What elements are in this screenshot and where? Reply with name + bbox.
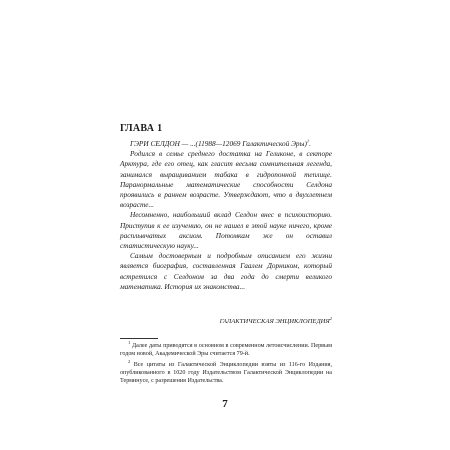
footnote bbox=[120, 358, 333, 386]
page-number: 7 bbox=[222, 398, 228, 410]
footnotes bbox=[120, 339, 333, 387]
footnote-mark: 1 bbox=[306, 138, 310, 144]
footnote-mark: 2 bbox=[128, 358, 131, 364]
footnote-text: Далее даты приводятся в основном в современном летоисчислении. Первым годом новой, Академической Эры считается 79-й. bbox=[120, 343, 332, 358]
epigraph-paragraph: Самым достоверным и подробным описанием его жизни является биография, составленная Гаалем Дорником, который встретился с Селдоном за два года до смерти великого математика. История их знакомства... bbox=[120, 251, 332, 291]
epigraph-paragraph: ГЭРИ СЕЛДОН — ...(11988—12069 Галактической Эры)$^1$. bbox=[130, 138, 311, 148]
footnote-mark: 1 bbox=[128, 339, 131, 345]
encyclopedia-epigraph bbox=[120, 139, 332, 292]
epigraph-source bbox=[120, 315, 332, 325]
epigraph-source-text: ГАЛАКТИЧЕСКАЯ ЭНЦИКЛОПЕДИЯ bbox=[219, 318, 330, 325]
chapter-title: ГЛАВА 1 bbox=[120, 123, 163, 134]
epigraph-paragraph-text: ГЭРИ СЕЛДОН — ...(11988—12069 Галактической Эры) bbox=[130, 139, 307, 148]
footnote bbox=[120, 339, 332, 359]
footnote-mark: 2 bbox=[329, 315, 332, 321]
epigraph-paragraph: Несомненно, наибольший вклад Селдон внес в психоисторию. Приступив к ее изучению, он не нашел в этой науке ничего, кроме расплывчатых аксиом. Потомкам же он оставил статистическую науку... bbox=[120, 210, 332, 251]
epigraph-paragraph: Родился в семье среднего достатка на Геликоне, в секторе Арктура, где его отец, как гласит весьма сомнительная легенда, занимался выращиванием табака в гидропонной теплице. Паранормальные математические способности Селдона проявились в раннем возрасте. Утверждают, что в двухлетнем возрасте... bbox=[120, 149, 332, 210]
footnote-divider bbox=[120, 338, 158, 339]
footnote-text: Все цитаты из Галактической Энциклопедии взяты из 116-го Издания, опубликованного в 1020 году Издательством Галактической Энциклопедии на Терминусе, с разрешения Издательства. bbox=[120, 361, 333, 385]
